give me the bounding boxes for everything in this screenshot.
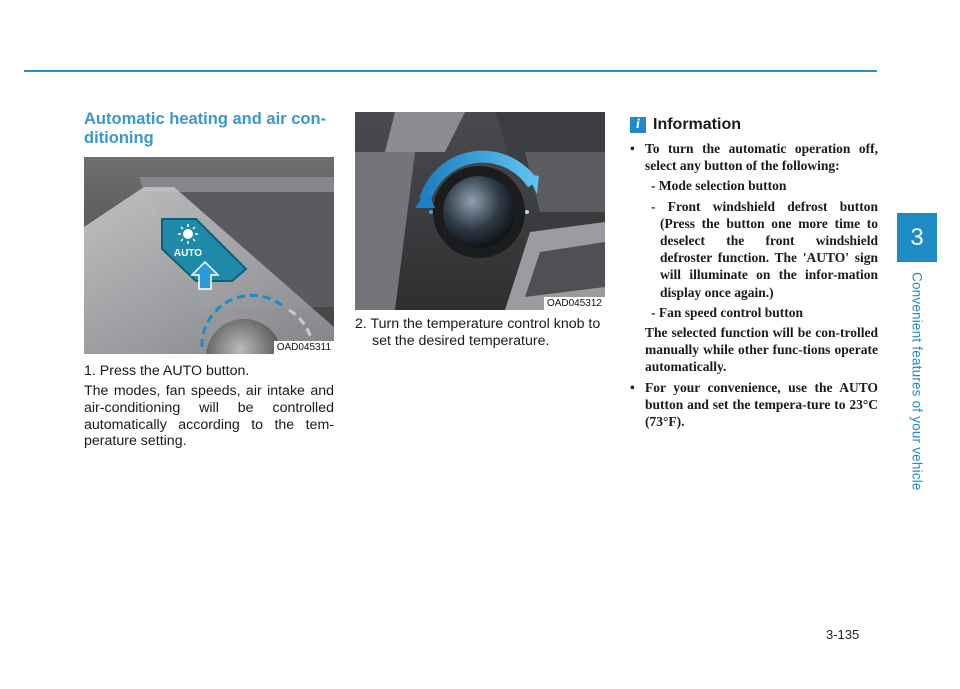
information-body [628, 140, 878, 433]
info-sub-2: - Front windshield defrost button (Press the button one more time to deselect the front windshield defroster function. The 'AUTO' sign will illuminate on the infor-mation display once again.) [651, 198, 878, 300]
chapter-number: 3 [910, 223, 924, 251]
figure-code: OAD045311 [274, 341, 334, 354]
chapter-title-text: Convenient features of your vehicle [909, 271, 925, 491]
section-heading: Automatic heating and air con-ditioning [84, 110, 327, 147]
figure-temperature-knob [355, 112, 605, 310]
info-bullet-1: • To turn the automatic operation off, select any button of the following: [628, 140, 878, 174]
info-sub-3: - Fan speed control button [651, 304, 804, 320]
information-label: Information [653, 116, 741, 133]
figure-auto-button [84, 157, 334, 354]
info-sub-1: - Mode selection button [651, 178, 787, 194]
info-bullet-2: • For your convenience, use the AUTO button and set the tempera-ture to 23°C (73°F). [628, 379, 878, 431]
sun-icon [178, 224, 198, 244]
figure-code: OAD045312 [544, 297, 605, 310]
auto-label: AUTO [173, 248, 203, 259]
chapter-title [897, 268, 937, 494]
temperature-knob-illustration [355, 112, 605, 310]
step-2: 2. Turn the temperature control knob to set the desired temperature. [355, 316, 601, 349]
page-number: 3-135 [826, 627, 860, 642]
information-title [630, 116, 741, 134]
auto-button-illustration [84, 157, 334, 354]
chapter-tab [897, 213, 937, 262]
step-1: 1. Press the AUTO button. [84, 363, 250, 379]
info-icon: i [630, 117, 646, 133]
column-left [84, 110, 334, 148]
step-1-detail: The modes, fan speeds, air intake and air-conditioning will be controlled automatically according to the tem-perature setting. [84, 383, 334, 450]
header-rule [24, 70, 877, 72]
info-paragraph: The selected function will be con-trolled manually while other func-tions operate automatically. [645, 325, 878, 375]
